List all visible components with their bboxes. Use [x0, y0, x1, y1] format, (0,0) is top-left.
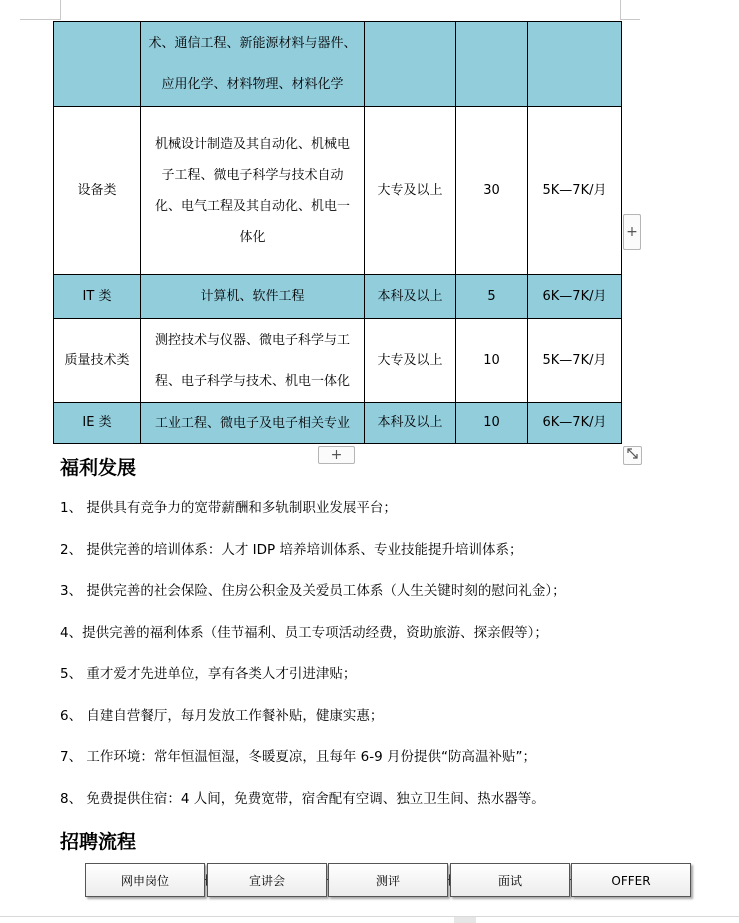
major-line: 工业工程、微电子及电子相关专业 [154, 415, 350, 431]
major-cell [141, 275, 365, 319]
major-line: 化、电气工程及其自动化、机电一 [154, 198, 350, 214]
major-cell [141, 403, 365, 444]
education-cell: 大专及以上 [365, 319, 456, 403]
flow-step: 测评 [328, 863, 448, 897]
major-cell [141, 22, 365, 107]
education-cell: 本科及以上 [365, 275, 456, 319]
category-cell [54, 22, 141, 107]
major-line: 计算机、软件工程 [200, 289, 305, 304]
flow-step: 宣讲会 [207, 863, 327, 897]
margin-mark [20, 19, 60, 20]
category-cell: 质量技术类 [54, 319, 141, 403]
education-cell [365, 22, 456, 107]
category-cell: IE 类 [54, 403, 141, 444]
benefit-item: 2、 提供完善的培训体系：人才 IDP 培养培训体系、专业技能提升培训体系； [60, 542, 523, 558]
benefit-item: 1、 提供具有竞争力的宽带薪酬和多轨制职业发展平台； [60, 500, 397, 516]
table-row [54, 22, 622, 107]
major-line: 程、电子科学与技术、机电一体化 [154, 373, 350, 389]
count-cell: 10 [456, 403, 528, 444]
major-line: 体化 [239, 229, 266, 245]
education-cell: 本科及以上 [365, 403, 456, 444]
major-line: 应用化学、材料物理、材料化学 [161, 77, 344, 92]
margin-mark [60, 0, 61, 20]
count-cell: 5 [456, 275, 528, 319]
major-cell [141, 319, 365, 403]
process-heading: 招聘流程 [60, 831, 137, 853]
table-row [54, 275, 622, 319]
major-line: 子工程、微电子科学与技术自动 [161, 167, 344, 183]
benefit-item: 7、 工作环境：常年恒温恒湿，冬暖夏凉，且每年 6-9 月份提供“防高温补贴”； [60, 749, 536, 765]
benefit-item: 5、 重才爱才先进单位，享有各类人才引进津贴； [60, 666, 357, 682]
major-line: 测控技术与仪器、微电子科学与工 [154, 332, 350, 348]
count-cell: 30 [456, 107, 528, 275]
category-cell: 设备类 [54, 107, 141, 275]
flow-step: 面试 [450, 863, 570, 897]
scroll-thumb[interactable] [454, 917, 476, 923]
add-row-button[interactable]: + [318, 446, 355, 464]
count-cell [456, 22, 528, 107]
salary-cell [528, 22, 622, 107]
table-resize-handle[interactable] [623, 446, 642, 465]
table-row [54, 403, 622, 444]
salary-cell: 6K—7K/月 [528, 275, 622, 319]
resize-arrow-icon [626, 447, 639, 460]
benefit-item: 6、 自建自营餐厅，每月发放工作餐补贴，健康实惠； [60, 708, 384, 724]
major-line: 术、通信工程、新能源材料与器件、 [148, 36, 357, 51]
benefit-item: 3、 提供完善的社会保险、住房公积金及关爱员工体系（人生关键时刻的慰问礼金）； [60, 583, 566, 599]
salary-cell: 5K—7K/月 [528, 107, 622, 275]
major-line: 机械设计制造及其自动化、机械电 [154, 136, 350, 152]
add-column-button[interactable]: + [623, 214, 641, 250]
page-bottom-edge [0, 916, 739, 917]
category-cell: IT 类 [54, 275, 141, 319]
margin-mark [620, 0, 621, 20]
flow-step: 网申岗位 [85, 863, 205, 897]
table-row [54, 319, 622, 403]
flow-step: OFFER [571, 863, 691, 897]
major-cell [141, 107, 365, 275]
benefit-item: 4、提供完善的福利体系（佳节福利、员工专项活动经费，资助旅游、探亲假等）； [60, 625, 548, 641]
salary-cell: 5K—7K/月 [528, 319, 622, 403]
margin-mark [620, 19, 640, 20]
education-cell: 大专及以上 [365, 107, 456, 275]
salary-cell: 6K—7K/月 [528, 403, 622, 444]
recruitment-table [53, 21, 622, 444]
count-cell: 10 [456, 319, 528, 403]
table-row [54, 107, 622, 275]
benefits-heading: 福利发展 [60, 457, 137, 479]
benefit-item: 8、 免费提供住宿：4 人间，免费宽带，宿舍配有空调、独立卫生间、热水器等。 [60, 791, 545, 807]
